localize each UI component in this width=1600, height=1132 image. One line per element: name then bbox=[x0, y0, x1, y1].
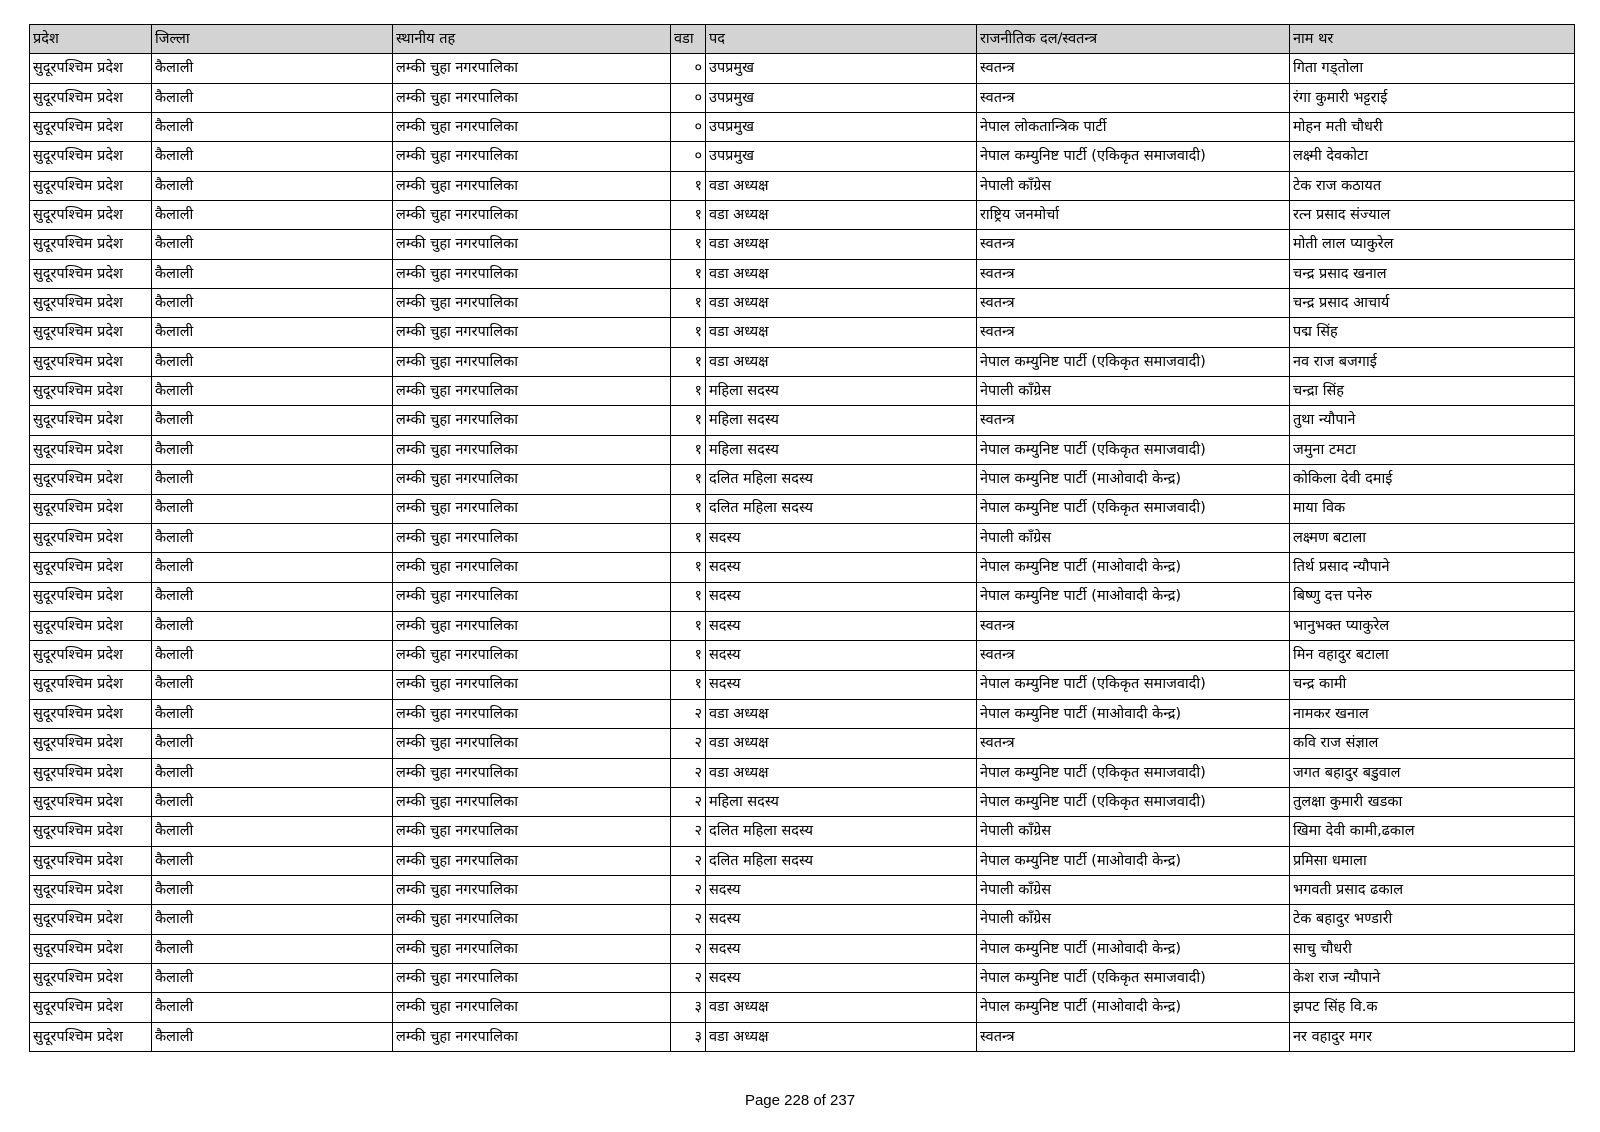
party-cell: नेपाल कम्युनिष्ट पार्टी (माओवादी केन्द्र) bbox=[977, 553, 1290, 582]
province-cell: सुदूरपश्चिम प्रदेश bbox=[30, 1022, 152, 1051]
post-cell: वडा अध्यक्ष bbox=[706, 993, 977, 1022]
district-cell: कैलाली bbox=[152, 171, 393, 200]
local-level-cell: लम्की चुहा नगरपालिका bbox=[393, 289, 671, 318]
name-cell: गिता गड्तोला bbox=[1290, 54, 1575, 83]
ward-cell: २ bbox=[671, 699, 706, 728]
district-cell: कैलाली bbox=[152, 582, 393, 611]
post-cell: उपप्रमुख bbox=[706, 54, 977, 83]
post-cell: महिला सदस्य bbox=[706, 787, 977, 816]
province-cell: सुदूरपश्चिम प्रदेश bbox=[30, 465, 152, 494]
post-cell: सदस्य bbox=[706, 582, 977, 611]
party-cell: स्वतन्त्र bbox=[977, 83, 1290, 112]
party-cell: नेपाल कम्युनिष्ट पार्टी (एकिकृत समाजवादी) bbox=[977, 347, 1290, 376]
post-cell: दलित महिला सदस्य bbox=[706, 494, 977, 523]
district-cell: कैलाली bbox=[152, 259, 393, 288]
district-cell: कैलाली bbox=[152, 1022, 393, 1051]
district-cell: कैलाली bbox=[152, 523, 393, 552]
province-cell: सुदूरपश्चिम प्रदेश bbox=[30, 758, 152, 787]
local-level-cell: लम्की चुहा नगरपालिका bbox=[393, 641, 671, 670]
ward-cell: २ bbox=[671, 964, 706, 993]
name-cell: प्रमिसा धमाला bbox=[1290, 846, 1575, 875]
header-cell-province: प्रदेश bbox=[30, 25, 152, 54]
table-row bbox=[30, 142, 1575, 171]
district-cell: कैलाली bbox=[152, 289, 393, 318]
party-cell: नेपाल कम्युनिष्ट पार्टी (एकिकृत समाजवादी) bbox=[977, 787, 1290, 816]
province-cell: सुदूरपश्चिम प्रदेश bbox=[30, 846, 152, 875]
party-cell: स्वतन्त्र bbox=[977, 729, 1290, 758]
district-cell: कैलाली bbox=[152, 787, 393, 816]
name-cell: नामकर खनाल bbox=[1290, 699, 1575, 728]
post-cell: वडा अध्यक्ष bbox=[706, 259, 977, 288]
province-cell: सुदूरपश्चिम प्रदेश bbox=[30, 553, 152, 582]
candidate-table bbox=[29, 24, 1575, 1052]
name-cell: टेक बहादुर भण्डारी bbox=[1290, 905, 1575, 934]
name-cell: मोती लाल प्याकुरेल bbox=[1290, 230, 1575, 259]
ward-cell: १ bbox=[671, 318, 706, 347]
table-row bbox=[30, 699, 1575, 728]
header-cell-name: नाम थर bbox=[1290, 25, 1575, 54]
name-cell: चन्द्रा सिंह bbox=[1290, 377, 1575, 406]
district-cell: कैलाली bbox=[152, 817, 393, 846]
party-cell: राष्ट्रिय जनमोर्चा bbox=[977, 201, 1290, 230]
district-cell: कैलाली bbox=[152, 318, 393, 347]
party-cell: नेपाली काँग्रेस bbox=[977, 377, 1290, 406]
table-row bbox=[30, 406, 1575, 435]
party-cell: स्वतन्त्र bbox=[977, 54, 1290, 83]
party-cell: नेपाल कम्युनिष्ट पार्टी (एकिकृत समाजवादी) bbox=[977, 142, 1290, 171]
province-cell: सुदूरपश्चिम प्रदेश bbox=[30, 347, 152, 376]
district-cell: कैलाली bbox=[152, 54, 393, 83]
province-cell: सुदूरपश्चिम प्रदेश bbox=[30, 318, 152, 347]
ward-cell: १ bbox=[671, 582, 706, 611]
local-level-cell: लम्की चुहा नगरपालिका bbox=[393, 699, 671, 728]
name-cell: टेक राज कठायत bbox=[1290, 171, 1575, 200]
table-row bbox=[30, 1022, 1575, 1051]
table-row bbox=[30, 54, 1575, 83]
table-row bbox=[30, 729, 1575, 758]
district-cell: कैलाली bbox=[152, 611, 393, 640]
province-cell: सुदूरपश्चिम प्रदेश bbox=[30, 964, 152, 993]
table-row bbox=[30, 494, 1575, 523]
name-cell: साचु चौधरी bbox=[1290, 934, 1575, 963]
table-row bbox=[30, 993, 1575, 1022]
local-level-cell: लम्की चुहा नगरपालिका bbox=[393, 54, 671, 83]
name-cell: चन्द्र प्रसाद खनाल bbox=[1290, 259, 1575, 288]
party-cell: नेपाल कम्युनिष्ट पार्टी (माओवादी केन्द्र) bbox=[977, 934, 1290, 963]
party-cell: नेपाली काँग्रेस bbox=[977, 523, 1290, 552]
province-cell: सुदूरपश्चिम प्रदेश bbox=[30, 875, 152, 904]
province-cell: सुदूरपश्चिम प्रदेश bbox=[30, 582, 152, 611]
table-row bbox=[30, 641, 1575, 670]
ward-cell: १ bbox=[671, 289, 706, 318]
table-row bbox=[30, 817, 1575, 846]
local-level-cell: लम्की चुहा नगरपालिका bbox=[393, 993, 671, 1022]
party-cell: नेपाल लोकतान्त्रिक पार्टी bbox=[977, 113, 1290, 142]
name-cell: झपट सिंह वि.क bbox=[1290, 993, 1575, 1022]
name-cell: रंगा कुमारी भट्टराई bbox=[1290, 83, 1575, 112]
party-cell: स्वतन्त्र bbox=[977, 259, 1290, 288]
name-cell: लक्ष्मण बटाला bbox=[1290, 523, 1575, 552]
name-cell: भगवती प्रसाद ढकाल bbox=[1290, 875, 1575, 904]
table-row bbox=[30, 553, 1575, 582]
table-row bbox=[30, 611, 1575, 640]
local-level-cell: लम्की चुहा नगरपालिका bbox=[393, 523, 671, 552]
post-cell: दलित महिला सदस्य bbox=[706, 817, 977, 846]
table-row bbox=[30, 964, 1575, 993]
table-row bbox=[30, 465, 1575, 494]
party-cell: नेपाल कम्युनिष्ट पार्टी (एकिकृत समाजवादी) bbox=[977, 670, 1290, 699]
party-cell: स्वतन्त्र bbox=[977, 318, 1290, 347]
table-row bbox=[30, 934, 1575, 963]
post-cell: वडा अध्यक्ष bbox=[706, 347, 977, 376]
table-row bbox=[30, 787, 1575, 816]
district-cell: कैलाली bbox=[152, 406, 393, 435]
ward-cell: १ bbox=[671, 641, 706, 670]
table-row bbox=[30, 758, 1575, 787]
post-cell: सदस्य bbox=[706, 641, 977, 670]
province-cell: सुदूरपश्चिम प्रदेश bbox=[30, 113, 152, 142]
party-cell: स्वतन्त्र bbox=[977, 289, 1290, 318]
district-cell: कैलाली bbox=[152, 729, 393, 758]
party-cell: नेपाली काँग्रेस bbox=[977, 171, 1290, 200]
ward-cell: १ bbox=[671, 670, 706, 699]
ward-cell: २ bbox=[671, 905, 706, 934]
header-cell-local-level: स्थानीय तह bbox=[393, 25, 671, 54]
post-cell: वडा अध्यक्ष bbox=[706, 230, 977, 259]
province-cell: सुदूरपश्चिम प्रदेश bbox=[30, 611, 152, 640]
province-cell: सुदूरपश्चिम प्रदेश bbox=[30, 230, 152, 259]
local-level-cell: लम्की चुहा नगरपालिका bbox=[393, 846, 671, 875]
province-cell: सुदूरपश्चिम प्रदेश bbox=[30, 934, 152, 963]
ward-cell: १ bbox=[671, 406, 706, 435]
name-cell: जमुना टमटा bbox=[1290, 435, 1575, 464]
province-cell: सुदूरपश्चिम प्रदेश bbox=[30, 494, 152, 523]
local-level-cell: लम्की चुहा नगरपालिका bbox=[393, 142, 671, 171]
post-cell: सदस्य bbox=[706, 905, 977, 934]
ward-cell: २ bbox=[671, 729, 706, 758]
name-cell: तुथा न्यौपाने bbox=[1290, 406, 1575, 435]
table-row bbox=[30, 171, 1575, 200]
party-cell: नेपाली काँग्रेस bbox=[977, 817, 1290, 846]
local-level-cell: लम्की चुहा नगरपालिका bbox=[393, 670, 671, 699]
district-cell: कैलाली bbox=[152, 846, 393, 875]
local-level-cell: लम्की चुहा नगरपालिका bbox=[393, 406, 671, 435]
post-cell: उपप्रमुख bbox=[706, 113, 977, 142]
name-cell: कोकिला देवी दमाई bbox=[1290, 465, 1575, 494]
party-cell: नेपाल कम्युनिष्ट पार्टी (माओवादी केन्द्र) bbox=[977, 582, 1290, 611]
ward-cell: १ bbox=[671, 259, 706, 288]
province-cell: सुदूरपश्चिम प्रदेश bbox=[30, 377, 152, 406]
table-row bbox=[30, 582, 1575, 611]
party-cell: नेपाल कम्युनिष्ट पार्टी (एकिकृत समाजवादी) bbox=[977, 758, 1290, 787]
party-cell: स्वतन्त्र bbox=[977, 1022, 1290, 1051]
post-cell: वडा अध्यक्ष bbox=[706, 201, 977, 230]
province-cell: सुदूरपश्चिम प्रदेश bbox=[30, 523, 152, 552]
local-level-cell: लम्की चुहा नगरपालिका bbox=[393, 230, 671, 259]
province-cell: सुदूरपश्चिम प्रदेश bbox=[30, 259, 152, 288]
province-cell: सुदूरपश्चिम प्रदेश bbox=[30, 54, 152, 83]
local-level-cell: लम्की चुहा नगरपालिका bbox=[393, 113, 671, 142]
district-cell: कैलाली bbox=[152, 964, 393, 993]
province-cell: सुदूरपश्चिम प्रदेश bbox=[30, 787, 152, 816]
post-cell: सदस्य bbox=[706, 553, 977, 582]
district-cell: कैलाली bbox=[152, 641, 393, 670]
district-cell: कैलाली bbox=[152, 201, 393, 230]
party-cell: नेपाल कम्युनिष्ट पार्टी (एकिकृत समाजवादी) bbox=[977, 494, 1290, 523]
table-row bbox=[30, 201, 1575, 230]
district-cell: कैलाली bbox=[152, 83, 393, 112]
local-level-cell: लम्की चुहा नगरपालिका bbox=[393, 1022, 671, 1051]
party-cell: नेपाल कम्युनिष्ट पार्टी (एकिकृत समाजवादी) bbox=[977, 435, 1290, 464]
table-row bbox=[30, 875, 1575, 904]
province-cell: सुदूरपश्चिम प्रदेश bbox=[30, 142, 152, 171]
header-cell-ward: वडा bbox=[671, 25, 706, 54]
province-cell: सुदूरपश्चिम प्रदेश bbox=[30, 435, 152, 464]
party-cell: स्वतन्त्र bbox=[977, 230, 1290, 259]
post-cell: महिला सदस्य bbox=[706, 435, 977, 464]
name-cell: जगत बहादुर बडुवाल bbox=[1290, 758, 1575, 787]
province-cell: सुदूरपश्चिम प्रदेश bbox=[30, 641, 152, 670]
name-cell: मोहन मती चौधरी bbox=[1290, 113, 1575, 142]
name-cell: लक्ष्मी देवकोटा bbox=[1290, 142, 1575, 171]
local-level-cell: लम्की चुहा नगरपालिका bbox=[393, 171, 671, 200]
post-cell: उपप्रमुख bbox=[706, 142, 977, 171]
table-row bbox=[30, 83, 1575, 112]
district-cell: कैलाली bbox=[152, 377, 393, 406]
name-cell: मिन वहादुर बटाला bbox=[1290, 641, 1575, 670]
name-cell: रत्न प्रसाद संज्याल bbox=[1290, 201, 1575, 230]
province-cell: सुदूरपश्चिम प्रदेश bbox=[30, 729, 152, 758]
party-cell: नेपाल कम्युनिष्ट पार्टी (माओवादी केन्द्र) bbox=[977, 993, 1290, 1022]
table-row bbox=[30, 377, 1575, 406]
post-cell: वडा अध्यक्ष bbox=[706, 318, 977, 347]
post-cell: सदस्य bbox=[706, 523, 977, 552]
ward-cell: १ bbox=[671, 230, 706, 259]
ward-cell: २ bbox=[671, 758, 706, 787]
post-cell: वडा अध्यक्ष bbox=[706, 699, 977, 728]
table-row bbox=[30, 846, 1575, 875]
post-cell: वडा अध्यक्ष bbox=[706, 171, 977, 200]
ward-cell: १ bbox=[671, 171, 706, 200]
name-cell: नव राज बजगाई bbox=[1290, 347, 1575, 376]
district-cell: कैलाली bbox=[152, 494, 393, 523]
ward-cell: १ bbox=[671, 347, 706, 376]
party-cell: नेपाली काँग्रेस bbox=[977, 875, 1290, 904]
local-level-cell: लम्की चुहा नगरपालिका bbox=[393, 377, 671, 406]
local-level-cell: लम्की चुहा नगरपालिका bbox=[393, 905, 671, 934]
post-cell: महिला सदस्य bbox=[706, 406, 977, 435]
header-cell-district: जिल्ला bbox=[152, 25, 393, 54]
ward-cell: १ bbox=[671, 465, 706, 494]
local-level-cell: लम्की चुहा नगरपालिका bbox=[393, 817, 671, 846]
province-cell: सुदूरपश्चिम प्रदेश bbox=[30, 83, 152, 112]
local-level-cell: लम्की चुहा नगरपालिका bbox=[393, 964, 671, 993]
post-cell: सदस्य bbox=[706, 934, 977, 963]
ward-cell: २ bbox=[671, 846, 706, 875]
district-cell: कैलाली bbox=[152, 934, 393, 963]
ward-cell: ३ bbox=[671, 993, 706, 1022]
post-cell: महिला सदस्य bbox=[706, 377, 977, 406]
name-cell: खिमा देवी कामी,ढकाल bbox=[1290, 817, 1575, 846]
ward-cell: ० bbox=[671, 113, 706, 142]
name-cell: तुलक्षा कुमारी खडका bbox=[1290, 787, 1575, 816]
header-cell-post: पद bbox=[706, 25, 977, 54]
district-cell: कैलाली bbox=[152, 435, 393, 464]
party-cell: स्वतन्त्र bbox=[977, 611, 1290, 640]
province-cell: सुदूरपश्चिम प्रदेश bbox=[30, 699, 152, 728]
name-cell: पद्म सिंह bbox=[1290, 318, 1575, 347]
local-level-cell: लम्की चुहा नगरपालिका bbox=[393, 611, 671, 640]
party-cell: स्वतन्त्र bbox=[977, 641, 1290, 670]
district-cell: कैलाली bbox=[152, 699, 393, 728]
ward-cell: ० bbox=[671, 142, 706, 171]
name-cell: चन्द्र प्रसाद आचार्य bbox=[1290, 289, 1575, 318]
ward-cell: २ bbox=[671, 817, 706, 846]
table-body bbox=[30, 54, 1575, 1052]
table-row bbox=[30, 670, 1575, 699]
province-cell: सुदूरपश्चिम प्रदेश bbox=[30, 817, 152, 846]
local-level-cell: लम्की चुहा नगरपालिका bbox=[393, 347, 671, 376]
local-level-cell: लम्की चुहा नगरपालिका bbox=[393, 582, 671, 611]
party-cell: नेपाल कम्युनिष्ट पार्टी (एकिकृत समाजवादी) bbox=[977, 964, 1290, 993]
post-cell: सदस्य bbox=[706, 611, 977, 640]
ward-cell: १ bbox=[671, 611, 706, 640]
province-cell: सुदूरपश्चिम प्रदेश bbox=[30, 289, 152, 318]
local-level-cell: लम्की चुहा नगरपालिका bbox=[393, 83, 671, 112]
table-row bbox=[30, 113, 1575, 142]
district-cell: कैलाली bbox=[152, 875, 393, 904]
header-cell-party: राजनीतिक दल/स्वतन्त्र bbox=[977, 25, 1290, 54]
ward-cell: १ bbox=[671, 377, 706, 406]
province-cell: सुदूरपश्चिम प्रदेश bbox=[30, 171, 152, 200]
party-cell: नेपाल कम्युनिष्ट पार्टी (माओवादी केन्द्र) bbox=[977, 465, 1290, 494]
post-cell: दलित महिला सदस्य bbox=[706, 465, 977, 494]
header-row bbox=[30, 25, 1575, 54]
post-cell: वडा अध्यक्ष bbox=[706, 1022, 977, 1051]
table-row bbox=[30, 318, 1575, 347]
post-cell: दलित महिला सदस्य bbox=[706, 846, 977, 875]
table-row bbox=[30, 259, 1575, 288]
name-cell: कवि राज संज्ञाल bbox=[1290, 729, 1575, 758]
local-level-cell: लम्की चुहा नगरपालिका bbox=[393, 259, 671, 288]
local-level-cell: लम्की चुहा नगरपालिका bbox=[393, 435, 671, 464]
table-row bbox=[30, 435, 1575, 464]
district-cell: कैलाली bbox=[152, 993, 393, 1022]
name-cell: भानुभक्त प्याकुरेल bbox=[1290, 611, 1575, 640]
post-cell: वडा अध्यक्ष bbox=[706, 289, 977, 318]
table-row bbox=[30, 347, 1575, 376]
district-cell: कैलाली bbox=[152, 905, 393, 934]
party-cell: नेपाल कम्युनिष्ट पार्टी (माओवादी केन्द्र) bbox=[977, 846, 1290, 875]
district-cell: कैलाली bbox=[152, 758, 393, 787]
local-level-cell: लम्की चुहा नगरपालिका bbox=[393, 465, 671, 494]
table-row bbox=[30, 289, 1575, 318]
post-cell: सदस्य bbox=[706, 875, 977, 904]
province-cell: सुदूरपश्चिम प्रदेश bbox=[30, 993, 152, 1022]
table-row bbox=[30, 230, 1575, 259]
local-level-cell: लम्की चुहा नगरपालिका bbox=[393, 553, 671, 582]
name-cell: तिर्थ प्रसाद न्यौपाने bbox=[1290, 553, 1575, 582]
district-cell: कैलाली bbox=[152, 670, 393, 699]
local-level-cell: लम्की चुहा नगरपालिका bbox=[393, 758, 671, 787]
province-cell: सुदूरपश्चिम प्रदेश bbox=[30, 905, 152, 934]
party-cell: नेपाल कम्युनिष्ट पार्टी (माओवादी केन्द्र) bbox=[977, 699, 1290, 728]
table-row bbox=[30, 523, 1575, 552]
local-level-cell: लम्की चुहा नगरपालिका bbox=[393, 201, 671, 230]
district-cell: कैलाली bbox=[152, 142, 393, 171]
ward-cell: १ bbox=[671, 201, 706, 230]
local-level-cell: लम्की चुहा नगरपालिका bbox=[393, 494, 671, 523]
name-cell: माया विक bbox=[1290, 494, 1575, 523]
name-cell: बिष्णु दत्त पनेरु bbox=[1290, 582, 1575, 611]
post-cell: सदस्य bbox=[706, 964, 977, 993]
ward-cell: १ bbox=[671, 523, 706, 552]
ward-cell: ३ bbox=[671, 1022, 706, 1051]
ward-cell: ० bbox=[671, 54, 706, 83]
party-cell: नेपाली काँग्रेस bbox=[977, 905, 1290, 934]
post-cell: वडा अध्यक्ष bbox=[706, 729, 977, 758]
page-number: Page 228 of 237 bbox=[744, 1092, 856, 1109]
ward-cell: ० bbox=[671, 83, 706, 112]
ward-cell: १ bbox=[671, 435, 706, 464]
district-cell: कैलाली bbox=[152, 465, 393, 494]
district-cell: कैलाली bbox=[152, 347, 393, 376]
district-cell: कैलाली bbox=[152, 553, 393, 582]
province-cell: सुदूरपश्चिम प्रदेश bbox=[30, 406, 152, 435]
name-cell: नर वहादुर मगर bbox=[1290, 1022, 1575, 1051]
party-cell: स्वतन्त्र bbox=[977, 406, 1290, 435]
ward-cell: २ bbox=[671, 875, 706, 904]
local-level-cell: लम्की चुहा नगरपालिका bbox=[393, 729, 671, 758]
province-cell: सुदूरपश्चिम प्रदेश bbox=[30, 201, 152, 230]
province-cell: सुदूरपश्चिम प्रदेश bbox=[30, 670, 152, 699]
local-level-cell: लम्की चुहा नगरपालिका bbox=[393, 318, 671, 347]
ward-cell: १ bbox=[671, 553, 706, 582]
ward-cell: २ bbox=[671, 934, 706, 963]
table-row bbox=[30, 905, 1575, 934]
ward-cell: २ bbox=[671, 787, 706, 816]
name-cell: केश राज न्यौपाने bbox=[1290, 964, 1575, 993]
district-cell: कैलाली bbox=[152, 113, 393, 142]
post-cell: उपप्रमुख bbox=[706, 83, 977, 112]
name-cell: चन्द्र कामी bbox=[1290, 670, 1575, 699]
local-level-cell: लम्की चुहा नगरपालिका bbox=[393, 875, 671, 904]
ward-cell: १ bbox=[671, 494, 706, 523]
district-cell: कैलाली bbox=[152, 230, 393, 259]
post-cell: वडा अध्यक्ष bbox=[706, 758, 977, 787]
local-level-cell: लम्की चुहा नगरपालिका bbox=[393, 787, 671, 816]
local-level-cell: लम्की चुहा नगरपालिका bbox=[393, 934, 671, 963]
post-cell: सदस्य bbox=[706, 670, 977, 699]
